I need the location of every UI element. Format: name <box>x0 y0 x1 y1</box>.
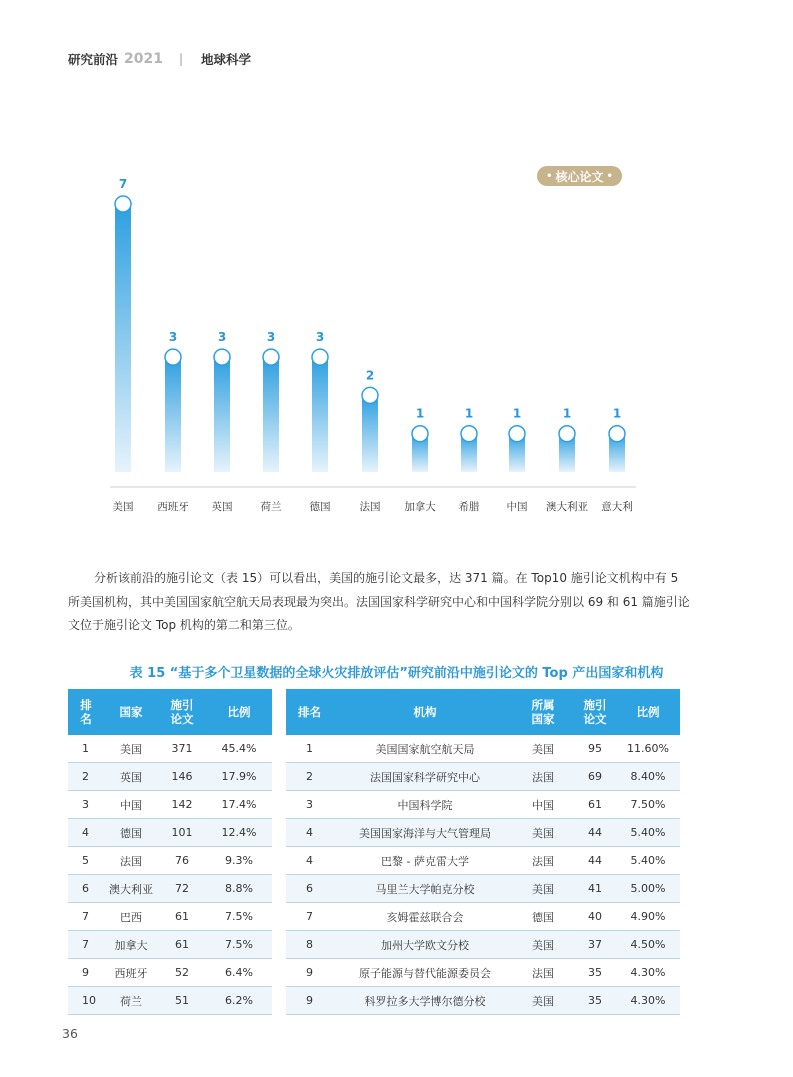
institution-header-cell: 机构 <box>338 689 512 735</box>
country-table-cell: 美国 <box>104 735 158 763</box>
country-table-cell: 61 <box>158 931 206 959</box>
table-caption: 表 15 “基于多个卫星数据的全球火灾排放评估”研究前沿中施引论文的 Top 产出国家和机构 <box>129 666 664 681</box>
table-row <box>68 819 272 847</box>
country-table-cell: 52 <box>158 959 206 987</box>
country-table-header <box>68 689 272 735</box>
institution-table-cell: 美国 <box>512 735 574 763</box>
institution-table-cell: 9 <box>286 987 338 1015</box>
institution-table-cell: 4.30% <box>616 987 680 1015</box>
institution-table-cell: 中国科学院 <box>338 791 512 819</box>
category-label: 美国 <box>112 501 134 513</box>
table-row <box>68 847 272 875</box>
institution-table-cell: 5.40% <box>616 819 680 847</box>
country-table-cell: 12.4% <box>206 819 272 847</box>
institution-table-cell: 美国国家航空航天局 <box>338 735 512 763</box>
country-table-cell: 澳大利亚 <box>104 875 158 903</box>
country-header-cell: 施引 论文 <box>158 689 206 735</box>
badge-label: 核心论文 <box>555 169 604 184</box>
institution-table-cell: 加州大学欧文分校 <box>338 931 512 959</box>
institution-table-cell: 2 <box>286 763 338 791</box>
institution-table-cell: 法国国家科学研究中心 <box>338 763 512 791</box>
institution-table-cell: 11.60% <box>616 735 680 763</box>
badge-dot-icon: • <box>546 170 553 182</box>
country-table-cell: 101 <box>158 819 206 847</box>
institution-table-cell: 美国 <box>512 819 574 847</box>
institution-table-cell: 法国 <box>512 847 574 875</box>
institution-table-cell: 8 <box>286 931 338 959</box>
country-table-cell: 加拿大 <box>104 931 158 959</box>
bar-cap <box>263 349 279 365</box>
bar-cap <box>312 349 328 365</box>
table-row <box>68 931 272 959</box>
country-table-cell: 17.4% <box>206 791 272 819</box>
institution-table-cell: 巴黎 - 萨克雷大学 <box>338 847 512 875</box>
institution-table-cell: 37 <box>574 931 616 959</box>
country-table-cell: 10 <box>68 987 104 1015</box>
country-table-cell: 8.8% <box>206 875 272 903</box>
institution-table-cell: 中国 <box>512 791 574 819</box>
institution-table-cell: 35 <box>574 987 616 1015</box>
data-label: 3 <box>266 330 276 345</box>
institution-table-cell: 61 <box>574 791 616 819</box>
country-header-cell: 比例 <box>206 689 272 735</box>
country-table-cell: 法国 <box>104 847 158 875</box>
table-row <box>286 847 680 875</box>
category-label: 希腊 <box>458 501 480 513</box>
category-label: 加拿大 <box>404 501 436 513</box>
country-table-cell: 1 <box>68 735 104 763</box>
table-row <box>286 735 680 763</box>
bar-cap <box>115 196 131 212</box>
country-table-cell: 巴西 <box>104 903 158 931</box>
header-year: 2021 <box>124 51 163 67</box>
country-table-cell: 6.4% <box>206 959 272 987</box>
country-table-cell: 17.9% <box>206 763 272 791</box>
data-label: 3 <box>168 330 178 345</box>
header-title: 研究前沿 <box>68 52 119 67</box>
table-row <box>286 819 680 847</box>
table-row <box>68 875 272 903</box>
bar <box>263 357 279 472</box>
institution-table-cell: 亥姆霍兹联合会 <box>338 903 512 931</box>
bar-chart <box>0 0 793 530</box>
bar-cap <box>362 387 378 403</box>
institution-header-cell: 所属 国家 <box>512 689 574 735</box>
country-table-cell: 45.4% <box>206 735 272 763</box>
country-table-cell: 7.5% <box>206 903 272 931</box>
institution-table-cell: 3 <box>286 791 338 819</box>
institution-table-cell: 美国国家海洋与大气管理局 <box>338 819 512 847</box>
bar <box>214 357 230 472</box>
institution-header-cell: 施引 论文 <box>574 689 616 735</box>
data-label: 1 <box>512 406 522 421</box>
category-label: 英国 <box>211 501 233 513</box>
country-table-cell: 西班牙 <box>104 959 158 987</box>
country-table-cell: 61 <box>158 903 206 931</box>
country-table-body <box>68 735 272 1015</box>
institution-table-header <box>286 689 680 735</box>
page-number: 36 <box>62 1026 78 1041</box>
country-table-cell: 51 <box>158 987 206 1015</box>
data-label: 1 <box>464 406 474 421</box>
institution-table-cell: 德国 <box>512 903 574 931</box>
institution-table-cell: 美国 <box>512 931 574 959</box>
country-header-cell: 国家 <box>104 689 158 735</box>
institution-table-body <box>286 735 680 1015</box>
institution-table-cell: 法国 <box>512 959 574 987</box>
data-label: 2 <box>365 368 375 383</box>
country-table-cell: 德国 <box>104 819 158 847</box>
country-table-cell: 4 <box>68 819 104 847</box>
institution-table-cell: 7.50% <box>616 791 680 819</box>
country-table <box>68 689 272 1015</box>
institution-table-cell: 马里兰大学帕克分校 <box>338 875 512 903</box>
institution-table-cell: 6 <box>286 875 338 903</box>
country-table-cell: 中国 <box>104 791 158 819</box>
country-table-cell: 76 <box>158 847 206 875</box>
category-label: 法国 <box>359 501 381 513</box>
category-label: 中国 <box>506 501 528 513</box>
country-table-cell: 7.5% <box>206 931 272 959</box>
institution-header-cell: 比例 <box>616 689 680 735</box>
country-table-cell: 9.3% <box>206 847 272 875</box>
institution-table-cell: 4.50% <box>616 931 680 959</box>
country-table-cell: 72 <box>158 875 206 903</box>
category-label: 澳大利亚 <box>546 501 588 513</box>
country-header-cell: 排 名 <box>68 689 104 735</box>
table-row <box>68 763 272 791</box>
header-section: 地球科学 <box>201 52 252 67</box>
bar-cap <box>165 349 181 365</box>
country-table-cell: 146 <box>158 763 206 791</box>
bar-cap <box>609 426 625 442</box>
institution-table-cell: 原子能源与替代能源委员会 <box>338 959 512 987</box>
country-table-cell: 142 <box>158 791 206 819</box>
country-table-cell: 9 <box>68 959 104 987</box>
institution-table-cell: 4.90% <box>616 903 680 931</box>
institution-table-cell: 41 <box>574 875 616 903</box>
institution-table-cell: 69 <box>574 763 616 791</box>
country-table-cell: 荷兰 <box>104 987 158 1015</box>
institution-table-cell: 8.40% <box>616 763 680 791</box>
country-table-cell: 英国 <box>104 763 158 791</box>
data-label: 1 <box>415 406 425 421</box>
country-table-cell: 371 <box>158 735 206 763</box>
country-table-cell: 5 <box>68 847 104 875</box>
institution-table-cell: 4.30% <box>616 959 680 987</box>
institution-table-cell: 7 <box>286 903 338 931</box>
institution-table-cell: 4 <box>286 819 338 847</box>
table-row <box>286 987 680 1015</box>
table-row <box>68 903 272 931</box>
table-row <box>286 931 680 959</box>
institution-table-cell: 40 <box>574 903 616 931</box>
bar <box>362 395 378 472</box>
bar-cap <box>214 349 230 365</box>
table-row <box>286 903 680 931</box>
institution-table-cell: 5.00% <box>616 875 680 903</box>
data-label: 3 <box>315 330 325 345</box>
core-papers-badge <box>537 166 622 186</box>
bar-cap <box>509 426 525 442</box>
institution-table-cell: 5.40% <box>616 847 680 875</box>
badge-dot-icon: • <box>606 170 613 182</box>
table-row <box>286 875 680 903</box>
country-table-cell: 2 <box>68 763 104 791</box>
country-table-cell: 3 <box>68 791 104 819</box>
country-table-cell: 7 <box>68 903 104 931</box>
data-label: 7 <box>118 177 128 191</box>
bar-cap <box>461 426 477 442</box>
institution-table <box>286 689 680 1015</box>
category-label: 德国 <box>309 501 331 513</box>
institution-table-cell: 美国 <box>512 987 574 1015</box>
institution-table-cell: 法国 <box>512 763 574 791</box>
institution-table-cell: 95 <box>574 735 616 763</box>
institution-table-cell: 4 <box>286 847 338 875</box>
bar-cap <box>412 426 428 442</box>
bar <box>312 357 328 472</box>
institution-table-cell: 44 <box>574 819 616 847</box>
institution-header-cell: 排名 <box>286 689 338 735</box>
analysis-paragraph: 分析该前沿的施引论文（表 15）可以看出，美国的施引论文最多，达 371 篇。在 Top10 施引论文机构中有 5 所美国机构，其中美国国家航空航天局表现最为突出。法国国家科学研究中心和中国科学院分别以 69 和 61 篇施引论文位于施引论文 Top 机构的第二和第三位。 <box>68 571 690 632</box>
institution-table-cell: 美国 <box>512 875 574 903</box>
table-row <box>68 735 272 763</box>
category-label: 荷兰 <box>260 501 282 513</box>
bar <box>115 204 131 472</box>
category-label: 西班牙 <box>157 501 189 513</box>
table-row <box>286 763 680 791</box>
country-table-cell: 6 <box>68 875 104 903</box>
data-label: 1 <box>612 406 622 421</box>
institution-table-cell: 35 <box>574 959 616 987</box>
table-row <box>68 959 272 987</box>
institution-table-cell: 9 <box>286 959 338 987</box>
table-row <box>68 791 272 819</box>
bar-cap <box>559 426 575 442</box>
data-label: 1 <box>562 406 572 421</box>
institution-table-cell: 44 <box>574 847 616 875</box>
institution-table-cell: 1 <box>286 735 338 763</box>
country-table-cell: 6.2% <box>206 987 272 1015</box>
header-separator: | <box>178 52 184 66</box>
category-label: 意大利 <box>601 501 633 513</box>
data-label: 3 <box>217 330 227 345</box>
institution-table-cell: 科罗拉多大学博尔德分校 <box>338 987 512 1015</box>
country-table-cell: 7 <box>68 931 104 959</box>
bar <box>165 357 181 472</box>
table-row <box>68 987 272 1015</box>
table-row <box>286 959 680 987</box>
table-row <box>286 791 680 819</box>
